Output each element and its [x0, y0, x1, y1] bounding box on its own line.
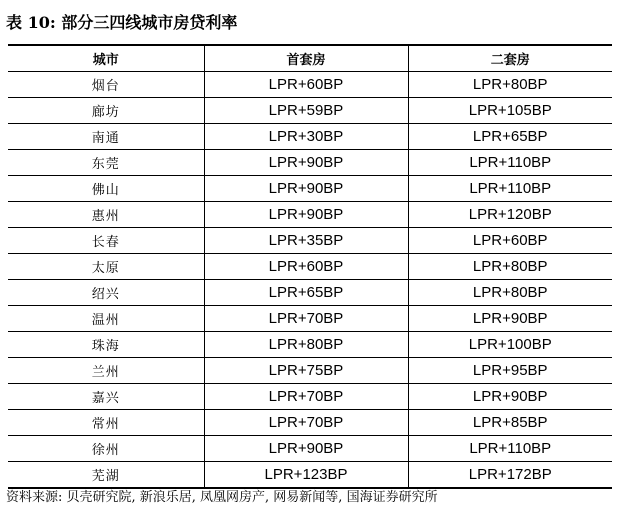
city-cell: 太原 [8, 254, 204, 280]
second-home-rate-cell: LPR+172BP [468, 466, 552, 483]
second-home-rate-cell: LPR+110BP [408, 150, 612, 176]
second-home-rate-cell: LPR+80BP [408, 280, 612, 306]
table-row [8, 358, 612, 384]
first-home-rate-cell: LPR+123BP [204, 462, 408, 489]
table-row [8, 124, 612, 150]
column-header-city: 城市 [8, 45, 204, 72]
mortgage-rate-table [8, 44, 612, 489]
first-home-rate-cell: LPR+90BP [204, 436, 408, 462]
table-row [8, 150, 612, 176]
table-row [8, 410, 612, 436]
second-home-rate-cell: LPR+85BP [408, 410, 612, 436]
first-home-rate-cell: LPR+90BP [204, 202, 408, 228]
second-home-rate-cell: LPR+110BP [408, 436, 612, 462]
city-cell: 廊坊 [8, 98, 204, 124]
column-header-second-home: 二套房 [408, 45, 612, 72]
source-note: 资料来源: 贝壳研究院, 新浪乐居, 凤凰网房产, 网易新闻等, 国海证券研究所 [6, 490, 438, 505]
city-cell: 徐州 [8, 436, 204, 462]
table-row [8, 332, 612, 358]
table-body [8, 72, 612, 489]
table-row [8, 228, 612, 254]
second-home-rate-cell: LPR+110BP [408, 176, 612, 202]
city-cell: 南通 [8, 124, 204, 150]
second-home-rate-cell: LPR+105BP [408, 98, 612, 124]
first-home-rate-cell: LPR+90BP [204, 150, 408, 176]
table-row [8, 462, 612, 489]
first-home-rate-cell: LPR+35BP [204, 228, 408, 254]
table-row [8, 98, 612, 124]
table-row [8, 176, 612, 202]
first-home-rate-cell: LPR+65BP [204, 280, 408, 306]
first-home-rate-cell: LPR+90BP [204, 176, 408, 202]
table-row [8, 384, 612, 410]
first-home-rate-cell: LPR+59BP [204, 98, 408, 124]
first-home-rate-cell: LPR+60BP [204, 72, 408, 98]
table-row [8, 306, 612, 332]
first-home-rate-cell: LPR+70BP [204, 306, 408, 332]
city-cell: 嘉兴 [8, 384, 204, 410]
city-cell: 温州 [8, 306, 204, 332]
city-cell: 烟台 [8, 72, 204, 98]
city-cell: 常州 [8, 410, 204, 436]
table-row [8, 72, 612, 98]
table-row [8, 436, 612, 462]
first-home-rate-cell: LPR+60BP [204, 254, 408, 280]
city-cell: 惠州 [8, 202, 204, 228]
table-row [8, 254, 612, 280]
table-header-row [8, 45, 612, 72]
second-home-rate-cell: LPR+60BP [408, 228, 612, 254]
second-home-rate-cell: LPR+90BP [408, 306, 612, 332]
second-home-rate-cell: LPR+80BP [408, 254, 612, 280]
second-home-rate-cell: LPR+120BP [408, 202, 612, 228]
city-cell: 绍兴 [8, 280, 204, 306]
table-container [8, 44, 612, 489]
second-home-rate-cell: LPR+90BP [408, 384, 612, 410]
page-title: 表 10: 部分三四线城市房贷利率 [6, 13, 238, 32]
city-cell: 芜湖 [8, 462, 204, 489]
first-home-rate-cell: LPR+70BP [204, 410, 408, 436]
second-home-rate-cell: LPR+100BP [408, 332, 612, 358]
first-home-rate-cell: LPR+70BP [204, 384, 408, 410]
city-cell: 珠海 [8, 332, 204, 358]
second-home-rate-cell: LPR+95BP [408, 358, 612, 384]
second-home-rate-cell: LPR+80BP [408, 72, 612, 98]
city-cell: 长春 [8, 228, 204, 254]
column-header-first-home: 首套房 [204, 45, 408, 72]
first-home-rate-cell: LPR+30BP [204, 124, 408, 150]
city-cell: 东莞 [8, 150, 204, 176]
second-home-rate-cell: LPR+65BP [408, 124, 612, 150]
first-home-rate-cell: LPR+75BP [204, 358, 408, 384]
table-row [8, 202, 612, 228]
city-cell: 兰州 [8, 358, 204, 384]
first-home-rate-cell: LPR+80BP [204, 332, 408, 358]
city-cell: 佛山 [8, 176, 204, 202]
table-row [8, 280, 612, 306]
